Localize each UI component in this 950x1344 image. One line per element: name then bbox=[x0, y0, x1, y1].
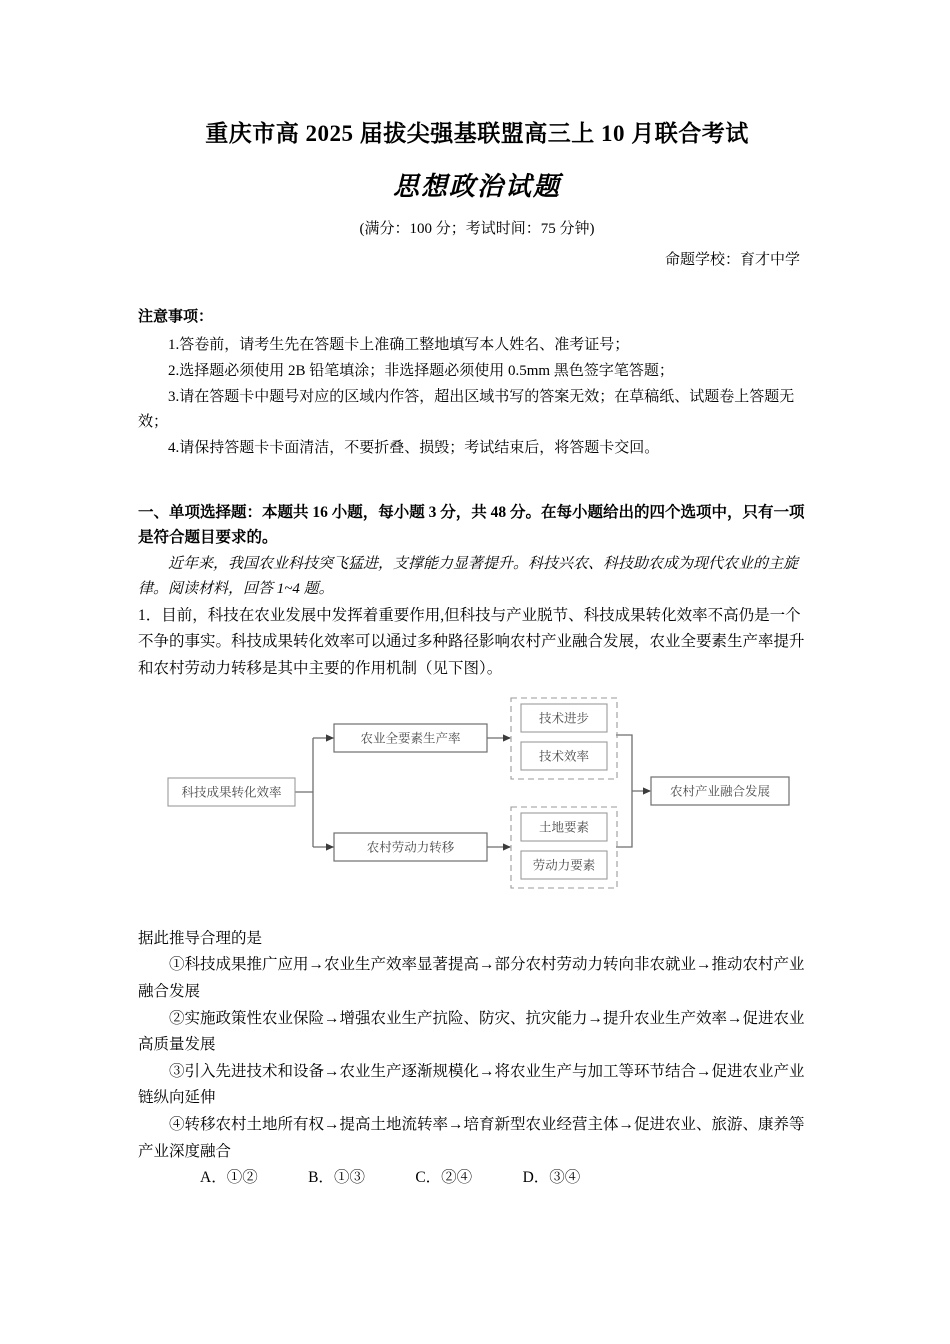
question-1-option-3: ③引入先进技术和设备→农业生产逐渐规模化→将农业生产与加工等环节结合→促进农业产业链纵向延伸 bbox=[138, 1062, 805, 1107]
arrowhead-lower-branch-icon bbox=[326, 843, 334, 850]
choice-c[interactable] bbox=[384, 1165, 472, 1192]
choice-b-value: ①③ bbox=[333, 1169, 365, 1187]
question-1-option-4: ④转移农村土地所有权→提高土地流转率→培育新型农业经营主体→促进农业、旅游、康养等产业深度融合 bbox=[138, 1116, 805, 1160]
notice-item-1: 1.答卷前，请考生先在答题卡上准确工整地填写本人姓名、准考证号； bbox=[168, 336, 630, 353]
section-one-material: 近年来，我国农业科技突飞猛进，支撑能力显著提升。科技兴农、科技助农成为现代农业的主旋律。阅读材料，回答 1~4 题。 bbox=[138, 556, 799, 598]
choice-a-key: A． bbox=[200, 1169, 227, 1187]
notice-item-2: 2.选择题必须使用 2B 铅笔填涂；非选择题必须使用 0.5mm 黑色签字笔答题； bbox=[168, 362, 674, 379]
question-1-number: 1． bbox=[138, 606, 162, 624]
node-outcome-label: 农村产业融合发展 bbox=[669, 783, 771, 798]
question-1-lead: 据此推导合理的是 bbox=[138, 929, 263, 947]
node-tech-efficiency-label: 技术效率 bbox=[538, 748, 590, 763]
choice-b[interactable] bbox=[277, 1165, 365, 1192]
node-upper-branch-label: 农业全要素生产率 bbox=[360, 730, 461, 745]
choice-a[interactable] bbox=[169, 1165, 258, 1192]
page-title: 重庆市高 2025 届拔尖强基联盟高三上 10 月联合考试 bbox=[205, 121, 749, 146]
choice-d[interactable] bbox=[492, 1165, 581, 1192]
subject-title: 思想政治试题 bbox=[392, 172, 561, 202]
section-one-heading: 一、单项选择题：本题共 16 小题，每小题 3 分，共 48 分。在每小题给出的四个选项中，只有一项是符合题目要求的。 bbox=[138, 503, 805, 547]
choice-c-value: ②④ bbox=[441, 1169, 473, 1187]
question-1-option-2: ②实施政策性农业保险→增强农业生产抗险、防灾、抗灾能力→提升农业生产效率→促进农业高质量发展 bbox=[138, 1009, 805, 1054]
arrowhead-upper-branch-icon bbox=[326, 734, 334, 741]
flowchart-diagram bbox=[138, 695, 816, 910]
choice-a-value: ①② bbox=[226, 1169, 258, 1187]
node-lower-branch-label: 农村劳动力转移 bbox=[366, 839, 455, 854]
page-content bbox=[138, 118, 816, 1192]
question-1-choices bbox=[138, 1165, 816, 1192]
node-land-factor-label: 土地要素 bbox=[538, 819, 590, 834]
arrowhead-lower-group-icon bbox=[503, 843, 511, 850]
choice-c-key: C． bbox=[415, 1169, 442, 1187]
connector-merge bbox=[616, 735, 632, 847]
arrowhead-outcome-icon bbox=[643, 787, 651, 794]
node-source-label: 科技成果转化效率 bbox=[181, 784, 282, 799]
choice-b-key: B． bbox=[308, 1169, 334, 1187]
authoring-school: 命题学校：育才中学 bbox=[664, 252, 800, 269]
notice-title: 注意事项： bbox=[138, 309, 214, 326]
notice-item-4: 4.请保持答题卡卡面清洁，不要折叠、损毁；考试结束后，将答题卡交回。 bbox=[168, 440, 660, 457]
choice-d-key: D． bbox=[522, 1169, 550, 1187]
notice-item-3: 3.请在答题卡中题号对应的区域内作答，超出区域书写的答案无效；在草稿纸、试题卷上答题无效； bbox=[138, 388, 795, 431]
node-tech-progress-label: 技术进步 bbox=[538, 710, 590, 725]
notice-block bbox=[138, 305, 816, 462]
question-1 bbox=[138, 603, 816, 683]
exam-meta: (满分：100 分；考试时间：75 分钟) bbox=[359, 221, 595, 238]
question-1-option-1: ①科技成果推广应用→农业生产效率显著提高→部分农村劳动力转向非农就业→推动农村产业融合发展 bbox=[138, 956, 805, 1000]
arrowhead-upper-group-icon bbox=[503, 734, 511, 741]
choice-d-value: ③④ bbox=[549, 1169, 581, 1187]
node-labor-factor-label: 劳动力要素 bbox=[532, 857, 596, 872]
question-1-text: 目前，科技在农业发展中发挥着重要作用,但科技与产业脱节、科技成果转化效率不高仍是一个不争的事实。科技成果转化效率可以通过多种路径影响农村产业融合发展，农业全要素生产率提升和农村劳动力转移是其中主要的作用机制（见下图）。 bbox=[138, 606, 805, 677]
